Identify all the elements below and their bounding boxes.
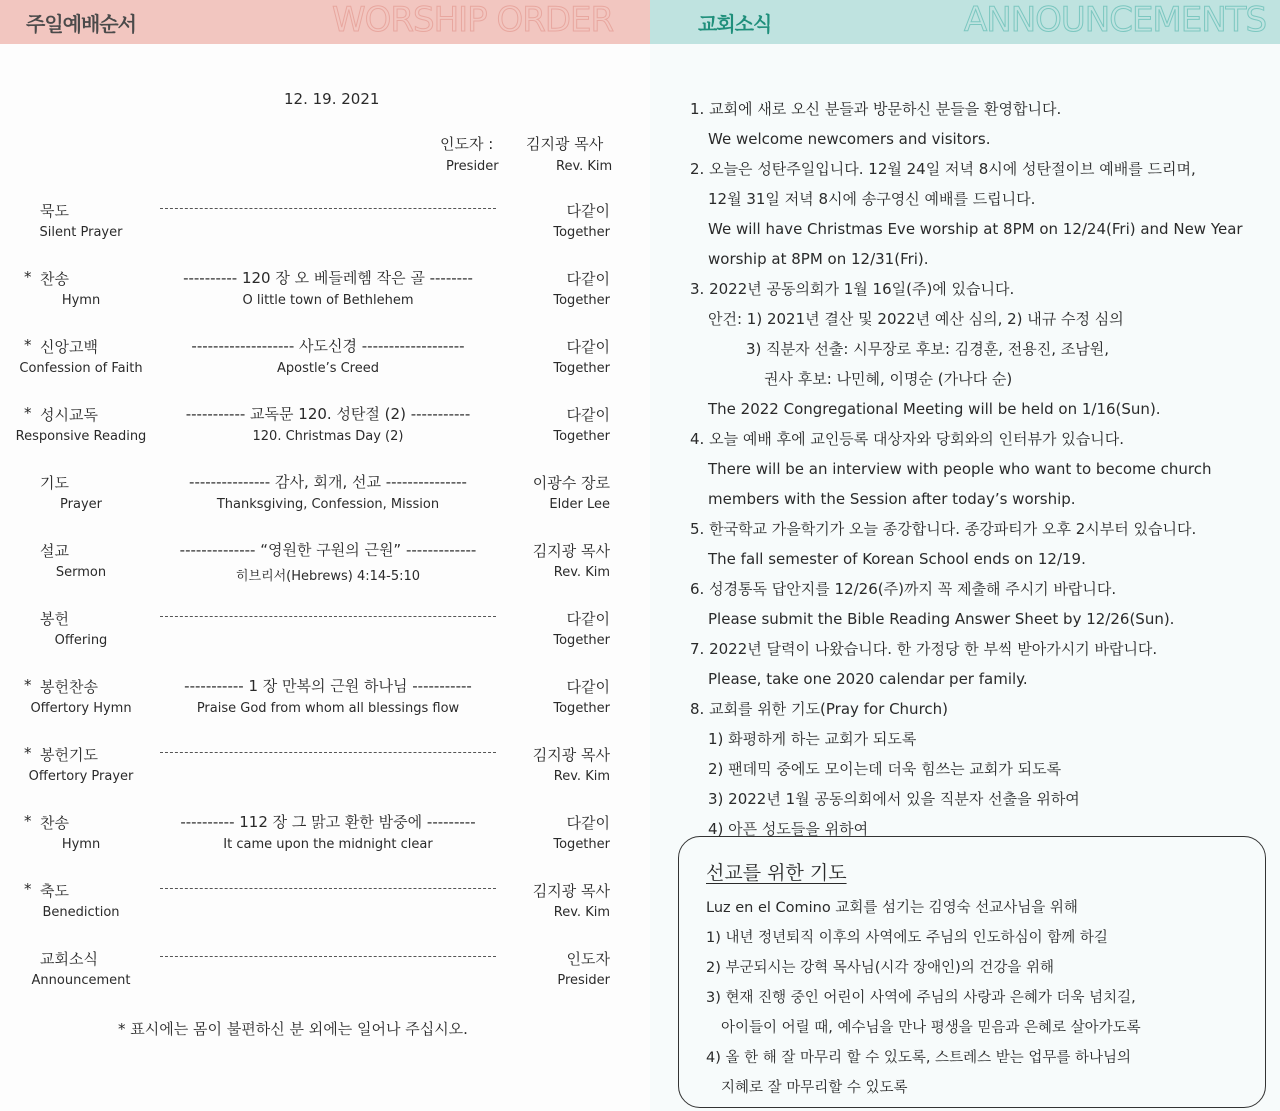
order-leader-en: Rev. Kim [553, 905, 610, 920]
worship-row [0, 200, 650, 260]
mission-line-1: 1) 내년 정년퇴직 이후의 사역에도 주님의 인도하심이 함께 하길 [706, 930, 1108, 946]
order-leader-en: Together [553, 225, 610, 240]
announcement-1-en: We welcome newcomers and visitors. [708, 130, 991, 148]
prayer-item-3: 3) 2022년 1월 공동의회에서 있을 직분자 선출을 위하여 [708, 790, 1080, 808]
announcement-5-en: The fall semester of Korean School ends on 12/19. [708, 550, 1086, 568]
order-item-ko: 교회소식 [40, 950, 98, 968]
announcements-title-ko: 교회소식 [698, 12, 772, 36]
worship-row [0, 676, 650, 736]
announcement-1-ko: 1. 교회에 새로 오신 분들과 방문하신 분들을 환영합니다. [690, 100, 1062, 118]
order-item-ko: 봉헌찬송 [40, 678, 98, 696]
prayer-item-4: 4) 아픈 성도들을 위하여 [708, 820, 869, 838]
order-detail-en: 히브리서(Hebrews) 4:14-5:10 [235, 569, 421, 584]
announcement-4-ko: 4. 오늘 예배 후에 교인등록 대상자와 당회와의 인터뷰가 있습니다. [690, 430, 1124, 448]
dotted-leader [160, 956, 496, 957]
worship-row [0, 472, 650, 532]
order-item-en: Benediction [42, 905, 120, 920]
announcement-7-en: Please, take one 2020 calendar per family. [708, 670, 1028, 688]
presider-label: 인도자 : [440, 135, 494, 153]
order-item-en: Offertory Hymn [30, 701, 132, 716]
order-detail-ko: ---------- 112 장 그 맑고 환한 밤중에 --------- [160, 811, 496, 832]
worship-row [0, 812, 650, 872]
order-leader-en: Rev. Kim [553, 769, 610, 784]
worship-row [0, 336, 650, 396]
announcement-6-ko: 6. 성경통독 답안지를 12/26(주)까지 꼭 제출해 주시기 바랍니다. [690, 580, 1117, 598]
standing-marker: * [24, 812, 32, 830]
dotted-leader [160, 888, 496, 889]
order-detail-ko: --------------- 감사, 회개, 선교 --------------- [160, 471, 496, 492]
announcement-4-en: There will be an interview with people who want to become church [708, 460, 1212, 478]
worship-row [0, 880, 650, 940]
order-detail-ko: -------------- “영원한 구원의 근원” ------------- [160, 539, 496, 560]
announcement-2-ko: 2. 오늘은 성탄주일입니다. 12월 24일 저녁 8시에 성탄절이브 예배를 드리며, [690, 160, 1196, 178]
order-item-en: Confession of Faith [19, 361, 143, 376]
presider-name: 김지광 목사 [526, 135, 604, 153]
standing-marker: * [24, 336, 32, 354]
order-leader-ko: 다같이 [566, 678, 610, 696]
announcement-2-ko-cont: 12월 31일 저녁 8시에 송구영신 예배를 드립니다. [708, 190, 1036, 208]
order-item-en: Hymn [61, 293, 101, 308]
order-leader-en: Together [553, 361, 610, 376]
order-item-ko: 설교 [40, 542, 69, 560]
order-leader-ko: 다같이 [566, 814, 610, 832]
order-leader-ko: 다같이 [566, 202, 610, 220]
worship-row [0, 268, 650, 328]
order-item-ko: 봉헌기도 [40, 746, 98, 764]
order-detail-en: O little town of Bethlehem [242, 293, 414, 308]
order-detail-en: Thanksgiving, Confession, Mission [216, 497, 440, 512]
worship-row [0, 404, 650, 464]
order-item-en: Silent Prayer [39, 225, 123, 240]
standing-marker: * [24, 268, 32, 286]
worship-order-title-en: WORSHIP ORDER [332, 0, 614, 40]
order-item-ko: 묵도 [40, 202, 69, 220]
standing-marker: * [24, 744, 32, 762]
order-detail-en: It came upon the midnight clear [223, 837, 433, 852]
order-item-en: Responsive Reading [15, 429, 147, 444]
order-item-ko: 찬송 [40, 814, 69, 832]
order-leader-ko: 인도자 [566, 950, 610, 968]
standing-footnote: * 표시에는 몸이 불편하신 분 외에는 일어나 주십시오. [118, 1020, 468, 1038]
order-detail-ko: ------------------- 사도신경 ------------------- [160, 335, 496, 356]
order-item-ko: 기도 [40, 474, 69, 492]
order-item-ko: 찬송 [40, 270, 69, 288]
mission-intro: Luz en el Comino 교회를 섬기는 김영숙 선교사님을 위해 [706, 900, 1078, 916]
presider-name-en: Rev. Kim [556, 159, 613, 174]
prayer-item-2: 2) 팬데믹 중에도 모이는데 더욱 힘쓰는 교회가 되도록 [708, 760, 1062, 778]
order-detail-en: Praise God from whom all blessings flow [196, 701, 460, 716]
order-item-en: Prayer [60, 497, 102, 512]
order-detail-ko: ----------- 교독문 120. 성탄절 (2) ----------- [160, 403, 496, 424]
mission-line-2: 2) 부군되시는 강혁 목사님(시각 장애인)의 건강을 위해 [706, 960, 1054, 976]
worship-row [0, 540, 650, 600]
dotted-leader [160, 208, 496, 209]
order-item-ko: 성시교독 [40, 406, 98, 424]
announcement-2-en-cont: worship at 8PM on 12/31(Fri). [708, 250, 929, 268]
order-item-en: Hymn [61, 837, 101, 852]
announcement-8-ko: 8. 교회를 위한 기도(Pray for Church) [690, 700, 949, 718]
order-item-en: Offering [54, 633, 108, 648]
order-item-en: Offertory Prayer [28, 769, 134, 784]
order-item-ko: 축도 [40, 882, 69, 900]
order-leader-ko: 다같이 [566, 270, 610, 288]
order-leader-ko: 김지광 목사 [532, 542, 610, 560]
order-leader-ko: 다같이 [566, 338, 610, 356]
worship-row [0, 948, 650, 1008]
order-detail-ko: ----------- 1 장 만복의 근원 하나님 ----------- [160, 675, 496, 696]
order-item-en: Announcement [31, 973, 131, 988]
order-detail-en: Apostle’s Creed [276, 361, 379, 376]
order-leader-en: Together [553, 633, 610, 648]
announcement-3-agenda: 안건: 1) 2021년 결산 및 2022년 예산 심의, 2) 내규 수정 심의 [708, 310, 1124, 328]
worship-order-header [0, 0, 650, 44]
presider-label-en: Presider [446, 159, 499, 174]
worship-row [0, 744, 650, 804]
dotted-leader [160, 616, 496, 617]
order-leader-ko: 김지광 목사 [532, 882, 610, 900]
order-leader-en: Rev. Kim [553, 565, 610, 580]
order-item-ko: 봉헌 [40, 610, 69, 628]
order-leader-en: Presider [557, 973, 610, 988]
order-leader-en: Elder Lee [549, 497, 610, 512]
order-leader-en: Together [553, 429, 610, 444]
announcements-title-en: ANNOUNCEMENTS [964, 0, 1267, 40]
order-leader-en: Together [553, 293, 610, 308]
order-item-en: Sermon [55, 565, 107, 580]
order-leader-ko: 이광수 장로 [532, 474, 610, 492]
mission-line-4: 4) 올 한 해 잘 마무리 할 수 있도록, 스트레스 받는 업무를 하나님의 [706, 1050, 1131, 1066]
worship-order-title-ko: 주일예배순서 [26, 12, 136, 36]
order-detail-en: 120. Christmas Day (2) [252, 429, 404, 444]
mission-line-3: 3) 현재 진행 중인 어린이 사역에 주님의 사랑과 은혜가 더욱 넘치길, [706, 990, 1136, 1006]
dotted-leader [160, 752, 496, 753]
announcement-3-candidates: 3) 직분자 선출: 시무장로 후보: 김경훈, 전용진, 조남원, [746, 340, 1109, 358]
order-item-ko: 신앙고백 [40, 338, 98, 356]
announcement-5-ko: 5. 한국학교 가을학기가 오늘 종강합니다. 종강파티가 오후 2시부터 있습니다. [690, 520, 1197, 538]
service-date: 12. 19. 2021 [284, 90, 380, 108]
prayer-item-1: 1) 화평하게 하는 교회가 되도록 [708, 730, 917, 748]
announcement-3-ko: 3. 2022년 공동의회가 1월 16일(주)에 있습니다. [690, 280, 1015, 298]
mission-prayer-title: 선교를 위한 기도 [706, 862, 847, 884]
announcements-header [650, 0, 1280, 44]
standing-marker: * [24, 676, 32, 694]
order-leader-en: Together [553, 837, 610, 852]
mission-line-4-cont: 지혜로 잘 마무리할 수 있도록 [721, 1080, 908, 1096]
announcement-3-en: The 2022 Congregational Meeting will be held on 1/16(Sun). [708, 400, 1161, 418]
mission-prayer-body [706, 893, 1261, 1103]
order-detail-ko: ---------- 120 장 오 베들레헴 작은 골 -------- [160, 267, 496, 288]
announcement-7-ko: 7. 2022년 달력이 나왔습니다. 한 가정당 한 부씩 받아가시기 바랍니다. [690, 640, 1158, 658]
order-leader-ko: 김지광 목사 [532, 746, 610, 764]
announcement-6-en: Please submit the Bible Reading Answer Sheet by 12/26(Sun). [708, 610, 1175, 628]
announcement-3-candidates-cont: 권사 후보: 나민혜, 이명순 (가나다 순) [764, 370, 1013, 388]
order-leader-ko: 다같이 [566, 610, 610, 628]
order-leader-en: Together [553, 701, 610, 716]
mission-line-3-cont: 아이들이 어릴 때, 예수님을 만나 평생을 믿음과 은혜로 살아가도록 [721, 1020, 1141, 1036]
standing-marker: * [24, 880, 32, 898]
worship-row [0, 608, 650, 668]
standing-marker: * [24, 404, 32, 422]
order-leader-ko: 다같이 [566, 406, 610, 424]
announcement-4-en-cont: members with the Session after today’s worship. [708, 490, 1076, 508]
announcement-2-en: We will have Christmas Eve worship at 8PM on 12/24(Fri) and New Year [708, 220, 1243, 238]
announcement-list [690, 94, 1265, 844]
